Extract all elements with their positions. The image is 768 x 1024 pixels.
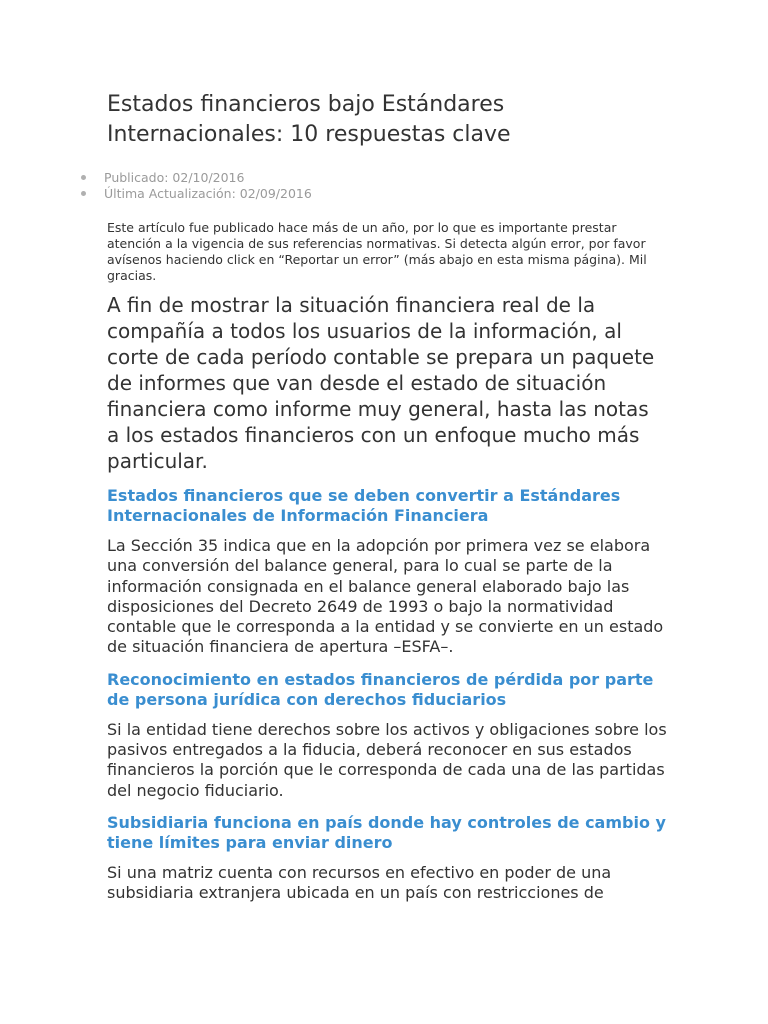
section-heading-2[interactable]: Reconocimiento en estados financieros de pérdida por parte de persona jurídica con derechos fiduciarios [107,669,654,709]
article [104,90,667,904]
article-meta-list [79,170,639,201]
published-date [79,170,639,186]
article-title: Estados financieros bajo Estándares Internacionales: 10 respuestas clave [107,92,511,147]
section-heading-3[interactable]: Subsidiaria funciona en país donde hay controles de cambio y tiene límites para enviar dinero [107,812,666,852]
outdated-notice: Este artículo fue publicado hace más de un año, por lo que es importante prestar atención a la vigencia de sus referencias normativas. Si detecta algún error, por favor avísenos haciendo click en “Reportar un error” (más abajo en esta misma página). Mil gracias. [107,220,647,283]
section-body-3: Si una matriz cuenta con recursos en efectivo en poder de una subsidiaria extranjera ubicada en un país con restricciones de [107,862,612,903]
section-body-2: Si la entidad tiene derechos sobre los activos y obligaciones sobre los pasivos entregados a la fiducia, deberá reconocer en sus estados financieros la porción que le corresponda de cada una de las partidas del negocio fiduciario. [107,719,667,800]
section-body-1: La Sección 35 indica que en la adopción por primera vez se elabora una conversión del balance general, para lo cual se parte de la información consignada en el balance general elaborado bajo las disposiciones del Decreto 2649 de 1993 o bajo la normatividad contable que le corresponda a la entidad y se convierte en un estado de situación financiera de apertura –ESFA–. [107,536,664,657]
published-date-text: Publicado: 02/10/2016 [104,170,245,185]
updated-date-text: Última Actualización: 02/09/2016 [104,185,312,201]
bullet-icon [81,175,86,180]
bullet-icon [81,191,86,196]
article-lead: A fin de mostrar la situación financiera real de la compañía a todos los usuarios de la información, al corte de cada período contable se prepara un paquete de informes que van desde el estado de situación financiera como informe muy general, hasta las notas a los estados financieros con un enfoque mucho más particular. [107,293,655,473]
updated-date [79,186,639,202]
section-heading-1[interactable]: Estados financieros que se deben convertir a Estándares Internacionales de Información Financiera [107,486,621,525]
